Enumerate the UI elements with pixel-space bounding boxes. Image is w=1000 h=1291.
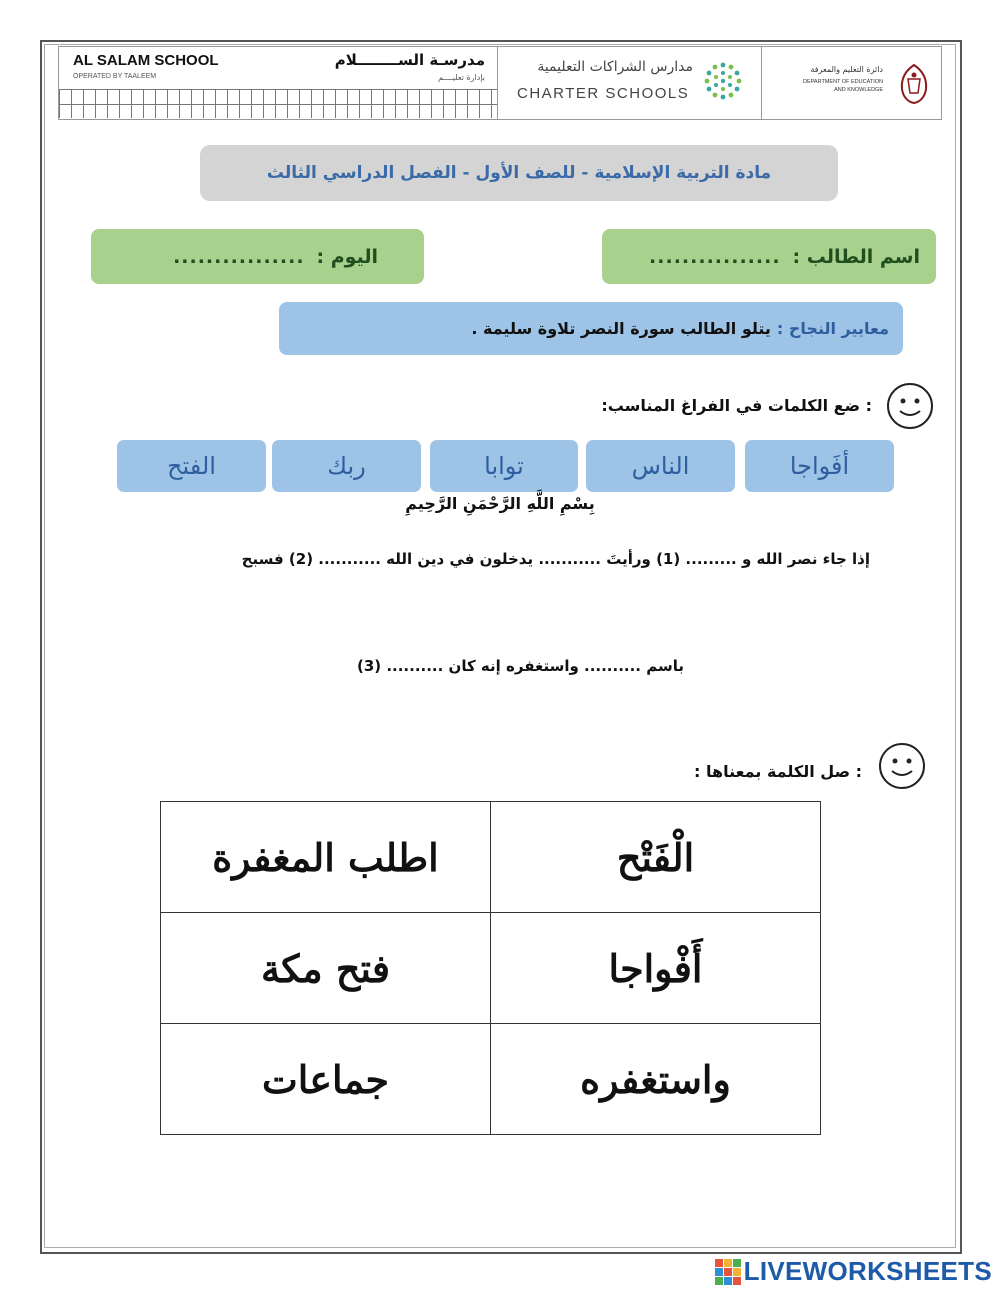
liveworksheets-text: LIVEWORKSHEETS [743, 1256, 992, 1286]
smiley-icon [886, 382, 934, 430]
table-row [161, 802, 821, 913]
section2-instruction: : صل الكلمة بمعناها : [694, 762, 862, 781]
meaning-cell[interactable]: فتح مكة [161, 913, 491, 1024]
word-option-4[interactable]: ربك [272, 440, 421, 492]
table-row [161, 913, 821, 1024]
success-criteria [279, 302, 903, 355]
word-option-2[interactable]: الناس [586, 440, 735, 492]
day-label: اليوم : [316, 245, 378, 268]
smiley-icon [878, 742, 926, 790]
department-name-en-2: AND KNOWLEDGE [834, 87, 883, 93]
charter-block [499, 47, 762, 119]
word-cell[interactable]: أَفْواجا [491, 913, 821, 1024]
section1-instruction: : ضع الكلمات في الفراغ المناسب: [601, 396, 872, 415]
liveworksheets-watermark [715, 1256, 992, 1287]
student-name-box[interactable] [602, 229, 936, 284]
day-blank[interactable]: ................ [173, 245, 305, 268]
charter-name-ar: مدارس الشراكات التعليمية [537, 59, 693, 75]
school-block [59, 47, 498, 119]
subject-title: مادة التربية الإسلامية - للصف الأول - الفصل الدراسي الثالث [200, 145, 838, 201]
meaning-cell[interactable]: جماعات [161, 1024, 491, 1135]
word-cell[interactable]: الْفَتْح [491, 802, 821, 913]
day-box[interactable] [91, 229, 424, 284]
student-name-blank[interactable]: ................ [649, 245, 781, 268]
word-option-3[interactable]: توابا [430, 440, 578, 492]
liveworksheets-logo-icon [715, 1259, 741, 1285]
school-operator: OPERATED BY TAALEEM [73, 73, 157, 80]
meaning-cell[interactable]: اطلب المغفرة [161, 802, 491, 913]
student-name-label: اسم الطالب : [792, 245, 920, 268]
department-block [763, 47, 941, 119]
school-operator-ar: بإدارة تعليــــم [438, 73, 485, 82]
matching-table [160, 801, 821, 1135]
school-name-ar: مدرسـة الســــــــلام [334, 51, 485, 69]
word-option-5[interactable]: الفتح [117, 440, 266, 492]
table-row [161, 1024, 821, 1135]
header-grid [59, 89, 497, 118]
department-name-en-1: DEPARTMENT OF EDUCATION [803, 79, 883, 85]
school-name-en: AL SALAM SCHOOL [73, 52, 219, 69]
word-cell[interactable]: واستغفره [491, 1024, 821, 1135]
basmala: بِسْمِ اللَّهِ الرَّحْمَنِ الرَّحِيمِ [405, 494, 595, 513]
department-name-ar: دائرة التعليم والمعرفة [810, 65, 883, 74]
emblem-icon [897, 63, 931, 105]
verse-line-2: باسم .......... واستغفره إنه كان .......... (3) [356, 657, 684, 675]
charter-name-en: CHARTER SCHOOLS [517, 85, 690, 102]
verse-line-1: إذا جاء نصر الله و ......... (1) ورأيتَ ........... يدخلون في دين الله ........... (2) فسبح [241, 550, 870, 568]
header [58, 46, 942, 120]
criteria-text: يتلو الطالب سورة النصر تلاوة سليمة . [471, 319, 771, 338]
criteria-label: معايير النجاح : [776, 319, 889, 338]
charter-logo-icon [703, 61, 743, 101]
word-option-1[interactable]: أفَواجا [745, 440, 894, 492]
